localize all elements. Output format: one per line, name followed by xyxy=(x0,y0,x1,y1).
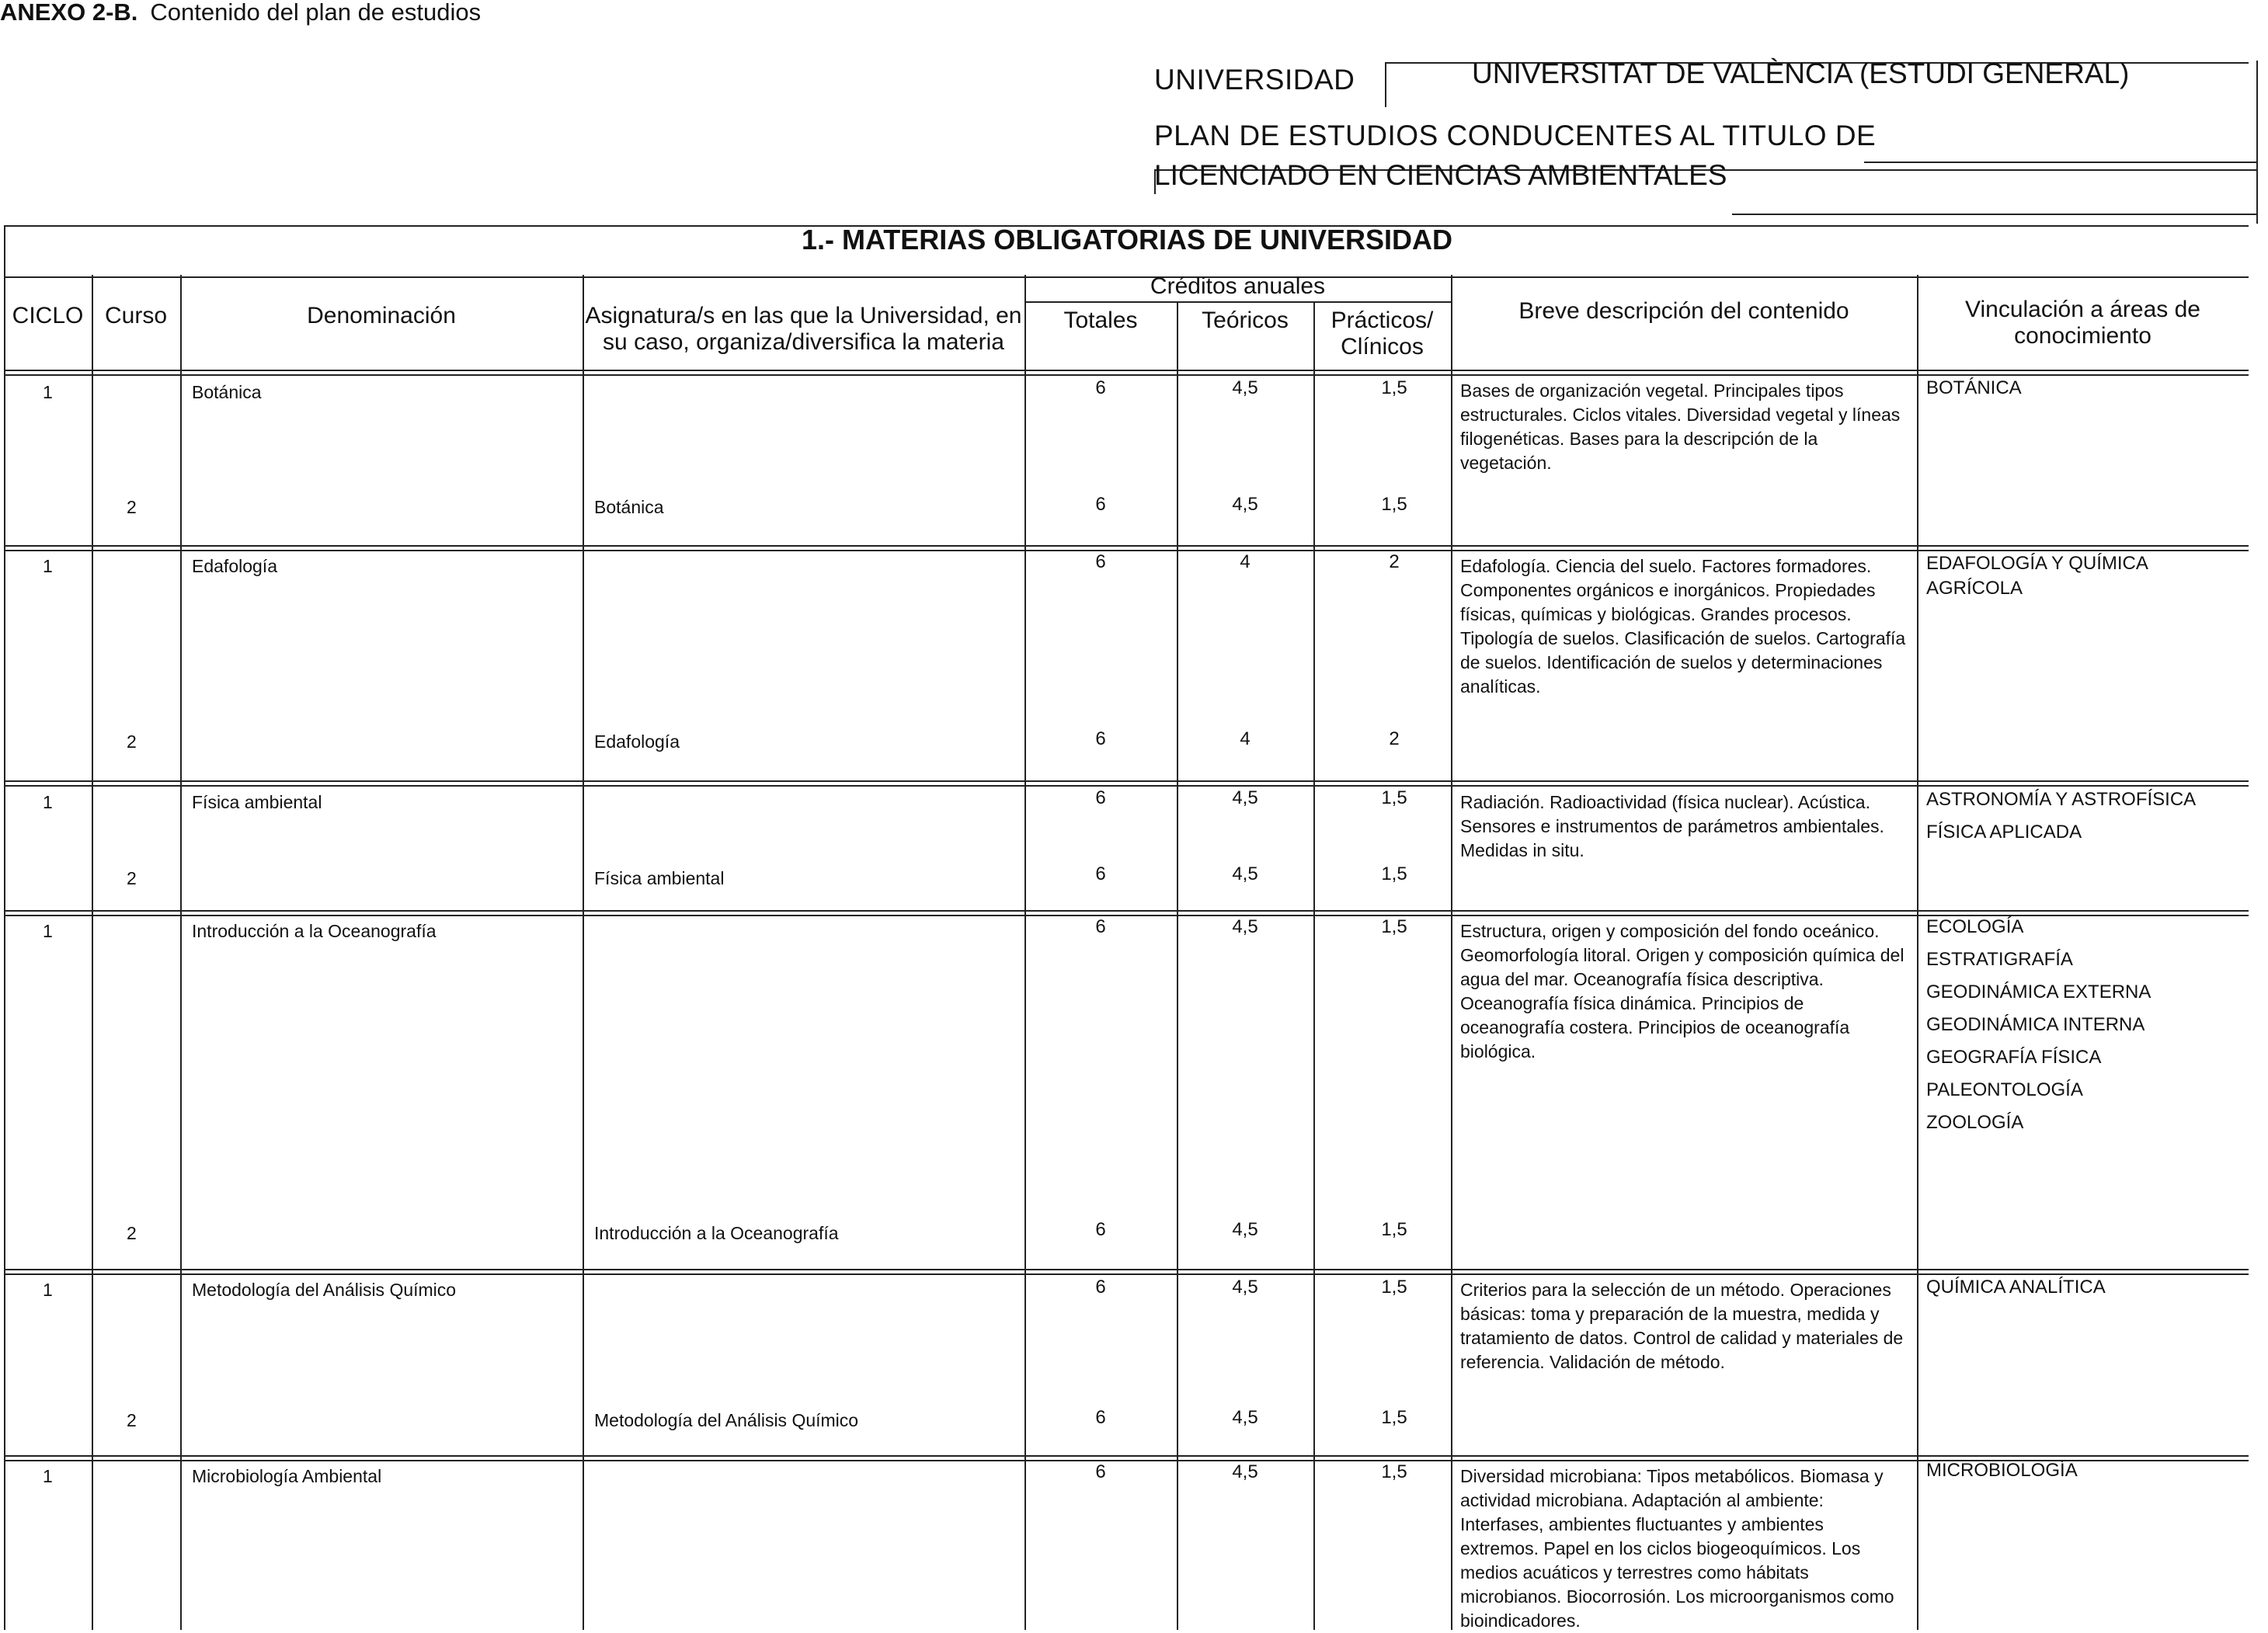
col-denominacion: Denominación xyxy=(307,303,456,328)
row-asignatura: Física ambiental xyxy=(594,868,725,888)
row-area: GEODINÁMICA INTERNA xyxy=(1926,1014,2145,1035)
row-curso: 2 xyxy=(127,1410,137,1430)
table-title: 1.- MATERIAS OBLIGATORIAS DE UNIVERSIDAD xyxy=(801,224,1453,255)
row-asignatura: Introducción a la Oceanografía xyxy=(594,1223,839,1243)
col-totales: Totales xyxy=(1063,307,1138,333)
row-curso: 2 xyxy=(127,868,137,888)
row-ciclo: 1 xyxy=(43,1280,53,1300)
col-creditos: Créditos anuales xyxy=(1150,273,1326,299)
row-materia: Microbiología Ambiental xyxy=(192,1466,382,1486)
row-descripcion: Estructura, origen y composición del fondo oceánico. Geomorfología litoral. Origen y composición química del agua del mar. Oceanografía física descriptiva. Oceanografía física dinámica. Principios de oceanografía costera. Principios de oceanografía biológica. xyxy=(1460,921,1904,1061)
degree-value: LICENCIADO EN CIENCIAS AMBIENTALES xyxy=(1154,159,1727,191)
col-vinculacion: Vinculación a áreas de conocimiento xyxy=(1965,297,2200,349)
row-ciclo: 1 xyxy=(43,792,53,812)
row-area: ZOOLOGÍA xyxy=(1926,1112,2024,1133)
row-area: MICROBIOLOGÍA xyxy=(1926,1460,2078,1481)
university-value: UNIVERSITAT DE VALÈNCIA (ESTUDI GENERAL) xyxy=(1472,57,2130,89)
col-descripcion: Breve descripción del contenido xyxy=(1518,298,1849,324)
row-area: QUÍMICA ANALÍTICA xyxy=(1926,1277,2106,1298)
row-materia: Metodología del Análisis Químico xyxy=(192,1280,457,1300)
row-area: EDAFOLOGÍA Y QUÍMICA xyxy=(1926,553,2148,574)
row-ciclo: 1 xyxy=(43,1466,53,1486)
row-area: AGRÍCOLA xyxy=(1926,578,2023,599)
row-descripcion: Criterios para la selección de un método. Operaciones básicas: toma y preparación de la muestra, medida y tratamiento de datos. Control de calidad y materiales de referencia. Validación de método. xyxy=(1460,1280,1904,1372)
row-ciclo: 1 xyxy=(43,556,53,576)
row-area: PALEONTOLOGÍA xyxy=(1926,1079,2083,1100)
row-descripcion: Bases de organización vegetal. Principales tipos estructurales. Ciclos vitales. Diversidad vegetal y líneas filogenéticas. Bases para la descripción de la vegetación. xyxy=(1460,380,1901,473)
row-curso: 2 xyxy=(127,1223,137,1243)
row-area: GEOGRAFÍA FÍSICA xyxy=(1926,1047,2102,1068)
plan-rule xyxy=(1864,162,2256,163)
row-curso: 2 xyxy=(127,497,137,517)
row-asignatura: Botánica xyxy=(594,497,664,517)
row-area: ESTRATIGRAFÍA xyxy=(1926,949,2073,970)
row-materia: Edafología xyxy=(192,556,277,576)
row-descripcion: Edafología. Ciencia del suelo. Factores formadores. Componentes orgánicos e inorgánicos. Propiedades físicas, químicas y biológicas. Grandes procesos. Tipología de suelos. Clasificación de suelos. Cartografía de suelos. Identificación de suelos y determinaciones analíticas. xyxy=(1460,556,1906,697)
annex-heading xyxy=(0,0,481,26)
subjects-table: 1.- MATERIAS OBLIGATORIAS DE UNIVERSIDAD CICLO Curso Denominación Asignatura/s en las que la Universidad, en su caso, organiza/diversifica la materia Créditos anuales Totales Teóricos Prácticos/ Clínicos Breve descripción del contenido Vinculación a áreas de conocimiento 1 Botánica 6 4,5 1,5 Bases de organización vegetal. Principales tipos estructurales. Ciclos vitales. Diversidad vegetal y líneas filogenéticas. Bases para la descripción de la vegetación. BOTÁNICA 2 Botánica 6 4,5 1,5 1 Edafología 6 4 2 Edafología. Ciencia del suelo. Factores formadores. Componentes orgánicos e inorgánicos. Propiedades físicas, químicas y biológicas. Grandes procesos. Tipología de suelos. Clasificación de suelos. Cartografía de suelos. Identificación de suelos y determinaciones analíticas. EDAFOLOGÍA Y QUÍMICA AGRÍCOLA 2 Edafología 6 4 2 1 Física ambiental 6 4,5 1,5 Radiación. Radioactividad (física nuclear). Acústica. Sensores e instrumentos de parámetros ambientales. Medidas in situ. ASTRONOMÍA Y ASTROFÍSICA FÍSICA APLICADA 2 Física ambiental 6 4,5 1,5 1 Introducción a la Oceanografía 6 4,5 1,5 Estructura, origen y composición del fondo oceánico. Geomorfología litoral. Origen y composición química del agua del mar. Oceanografía física descriptiva. Oceanografía física dinámica. Principios de oceanografía costera. Principios de oceanografía biológica. ECOLOGÍA ESTRATIGRAFÍA GEODINÁMICA EXTERNA GEODINÁMICA INTERNA GEOGRAFÍA FÍSICA PALEONTOLOGÍA ZOOLOGÍA 2 Introducción a la Oceanografía 6 4,5 1,5 1 Metodología del Análisis Químico 6 4,5 1,5 Criterios para la selección de un método. Operaciones básicas: toma y preparación de la muestra, medida y tratamiento de datos. Control de calidad y materiales de referencia. Validación de método. QUÍMICA ANALÍTICA 2 Metodología del Análisis Químico 6 4,5 1,5 1 Microbiología Ambiental 6 4,5 1,5 Diversidad microbiana: Tipos metabólicos. Biomasa y actividad microbiana. Adaptación al ambiente: Interfases, ambientes fluctuantes y ambientes extremos. Papel en los ciclos biogeoquímicos. Los medios acuáticos y terrestres como hábitats microbianos. Biocorrosión. Los microorganismos como bioindicadores. MICROBIOLOGÍA xyxy=(4,225,2249,1630)
row-descripcion: Diversidad microbiana: Tipos metabólicos. Biomasa y actividad microbiana. Adaptación al ambiente: Interfases, ambientes fluctuantes y ambientes extremos. Papel en los ciclos biogeoquímicos. Los medios acuáticos y terrestres como hábitats microbianos. Biocorrosión. Los microorganismos como bioindicadores. xyxy=(1460,1466,1894,1631)
row-materia: Introducción a la Oceanografía xyxy=(192,921,437,941)
col-teoricos: Teóricos xyxy=(1202,307,1289,333)
row-descripcion: Radiación. Radioactividad (física nuclear). Acústica. Sensores e instrumentos de parámetros ambientales. Medidas in situ. xyxy=(1460,792,1884,860)
row-materia: Botánica xyxy=(192,382,262,402)
row-area: FÍSICA APLICADA xyxy=(1926,822,2082,843)
row-asignatura: Metodología del Análisis Químico xyxy=(594,1410,859,1430)
row-ciclo: 1 xyxy=(43,921,53,941)
row-area: ECOLOGÍA xyxy=(1926,916,2024,937)
annex-title: Contenido del plan de estudios xyxy=(150,0,482,26)
col-asignatura: Asignatura/s en las que la Universidad, en su caso, organiza/diversifica la materia xyxy=(585,303,1022,355)
row-materia: Física ambiental xyxy=(192,792,322,812)
row-area: BOTÁNICA xyxy=(1926,377,2022,398)
col-practicos: Prácticos/ Clínicos xyxy=(1331,307,1434,360)
degree-rule xyxy=(1732,214,2256,215)
plan-label: PLAN DE ESTUDIOS CONDUCENTES AL TITULO DE xyxy=(1154,120,1877,151)
row-area: ASTRONOMÍA Y ASTROFÍSICA xyxy=(1926,789,2197,810)
row-area: GEODINÁMICA EXTERNA xyxy=(1926,982,2151,1002)
row-ciclo: 1 xyxy=(43,382,53,402)
header-right-rule xyxy=(2256,61,2258,224)
col-ciclo: CICLO xyxy=(12,303,84,328)
row-asignatura: Edafología xyxy=(594,731,680,752)
table-title-bar xyxy=(4,225,2249,278)
col-curso: Curso xyxy=(104,303,168,328)
annex-label: ANEXO 2-B. xyxy=(0,0,138,26)
row-curso: 2 xyxy=(127,731,137,752)
university-label: UNIVERSIDAD xyxy=(1154,64,1355,96)
